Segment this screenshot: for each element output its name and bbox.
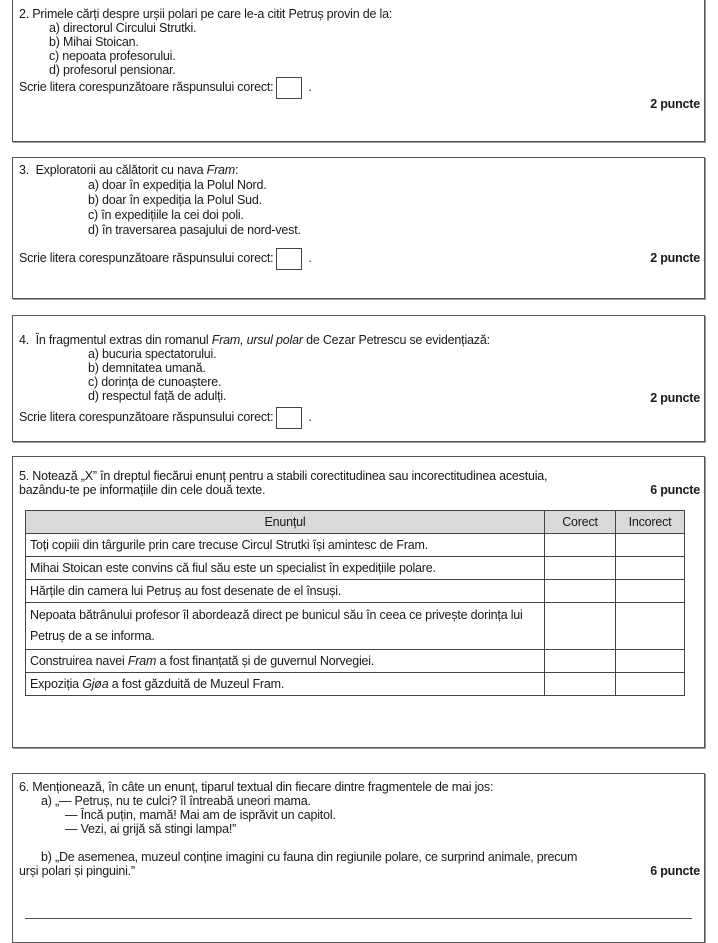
table-row — [26, 557, 685, 580]
statement-text-tail: a fost găzduită de Muzeul Fram. — [108, 677, 285, 691]
header-statement: Enunțul — [26, 511, 545, 534]
table-row — [26, 673, 685, 696]
table-row — [26, 534, 685, 557]
q5-points: 6 puncte — [650, 483, 700, 497]
answer-line[interactable] — [25, 918, 692, 919]
statement-italic: Fram — [127, 654, 157, 668]
q6-fragment-a-line-3: — Vezi, ai grijă să stingi lampa!” — [65, 822, 237, 836]
q4-novel-title: Fram, ursul polar — [211, 333, 303, 347]
correct-cell[interactable] — [545, 650, 616, 673]
correct-cell[interactable] — [545, 534, 616, 557]
q6-fragment-a-line-1: a) „— Petruș, nu te culci? îl întreabă uneori mama. — [41, 794, 311, 808]
statement-cell — [26, 603, 545, 650]
q6-fragment-b-line-1: b) „De asemenea, muzeul conține imagini cu fauna din regiunile polare, ce surprind animale, precum — [41, 850, 578, 864]
incorrect-cell[interactable] — [616, 673, 685, 696]
statement-text: Construirea navei — [30, 654, 128, 668]
correct-cell[interactable] — [545, 603, 616, 650]
q4-answer-box[interactable] — [276, 407, 302, 429]
q4-option-a: a) bucuria spectatorului. — [88, 347, 217, 361]
q2-option-d: d) profesorul pensionar. — [49, 63, 176, 77]
q6-fragment-a-line-2: — Încă puțin, mamă! Mai am de isprăvit un capitol. — [65, 808, 336, 822]
incorrect-cell[interactable] — [616, 650, 685, 673]
question-4-stem — [19, 333, 490, 347]
q3-number: 3. — [19, 163, 30, 177]
incorrect-cell[interactable] — [616, 557, 685, 580]
q4-option-b: b) demnitatea umană. — [88, 361, 206, 375]
statements-table — [25, 510, 685, 696]
question-3-stem — [19, 163, 238, 177]
q3-points: 2 puncte — [650, 251, 700, 265]
table-row — [26, 603, 685, 650]
q5-stem-line-2: bazându-te pe informațiile din cele două texte. — [19, 483, 266, 497]
q4-instruction: Scrie litera corespunzătoare răspunsului corect: — [19, 410, 274, 424]
q2-instruction-row — [19, 77, 312, 99]
correct-cell[interactable] — [545, 673, 616, 696]
q3-option-d: d) în traversarea pasajului de nord-vest. — [88, 223, 301, 237]
statement-cell — [26, 650, 545, 673]
table-header-row — [26, 511, 685, 534]
q5-stem-line-1: 5. Notează „X” în dreptul fiecărui enunț pentru a stabili corectitudinea sau incorectitudinea acestuia, — [19, 469, 548, 483]
q2-option-a: a) directorul Circului Strutki. — [49, 21, 197, 35]
q4-dot: . — [308, 410, 312, 424]
header-correct: Corect — [545, 511, 616, 534]
incorrect-cell[interactable] — [616, 580, 685, 603]
statement-text: Mihai Stoican este convins că fiul său este un specialist în expedițiile polare. — [30, 561, 436, 575]
q4-option-c: c) dorința de cunoaștere. — [88, 375, 222, 389]
statement-text: Toți copiii din târgurile prin care trecuse Circul Strutki își amintesc de Fram. — [30, 538, 429, 552]
statement-cell — [26, 534, 545, 557]
statement-italic: Gjøa — [82, 677, 109, 691]
statement-cell — [26, 580, 545, 603]
question-5-box — [12, 456, 705, 748]
q6-fragment-b-line-2: urși polari și pinguini.” — [19, 864, 135, 878]
q3-stem-text: Exploratorii au călătorit cu nava — [35, 163, 207, 177]
q3-option-c: c) în expedițiile la cei doi poli. — [88, 208, 244, 222]
q3-ship-name: Fram — [206, 163, 236, 177]
correct-cell[interactable] — [545, 557, 616, 580]
q4-points: 2 puncte — [650, 391, 700, 405]
question-2-stem: 2. Primele cărți despre urșii polari pe care le-a citit Petruș provin de la: — [19, 7, 393, 21]
q4-number: 4. — [19, 333, 30, 347]
statement-cell — [26, 557, 545, 580]
statement-cell — [26, 673, 545, 696]
q4-option-d: d) respectul față de adulți. — [88, 389, 227, 403]
table-row — [26, 580, 685, 603]
statement-text: Hărțile din camera lui Petruș au fost desenate de el însuși. — [30, 584, 342, 598]
q4-stem-text: În fragmentul extras din romanul — [35, 333, 212, 347]
q3-answer-box[interactable] — [276, 248, 302, 270]
q6-points: 6 puncte — [650, 864, 700, 878]
q3-instruction-row — [19, 248, 312, 270]
q3-dot: . — [308, 251, 312, 265]
q4-stem-tail: de Cezar Petrescu se evidențiază: — [302, 333, 490, 347]
q2-points: 2 puncte — [650, 97, 700, 111]
question-4-box — [12, 315, 705, 442]
incorrect-cell[interactable] — [616, 603, 685, 650]
q3-stem-colon: : — [235, 163, 239, 177]
statement-text: Nepoata bătrânului profesor îl abordează direct pe bunicul său în ceea ce privește dorința lui Petruș de a se informa. — [30, 608, 523, 643]
q3-option-a: a) doar în expediția la Polul Nord. — [88, 178, 267, 192]
q2-option-c: c) nepoata profesorului. — [49, 49, 176, 63]
q3-instruction: Scrie litera corespunzătoare răspunsului corect: — [19, 251, 274, 265]
q3-option-b: b) doar în expediția la Polul Sud. — [88, 193, 262, 207]
correct-cell[interactable] — [545, 580, 616, 603]
q2-dot: . — [308, 80, 312, 94]
q6-stem: 6. Menționează, în câte un enunț, tiparul textual din fiecare dintre fragmentele de mai jos: — [19, 780, 494, 794]
q4-instruction-row — [19, 407, 312, 429]
question-3-box — [12, 157, 705, 299]
incorrect-cell[interactable] — [616, 534, 685, 557]
statement-text: Expoziția — [30, 677, 83, 691]
table-row — [26, 650, 685, 673]
q2-instruction: Scrie litera corespunzătoare răspunsului corect: — [19, 80, 274, 94]
q2-option-b: b) Mihai Stoican. — [49, 35, 139, 49]
question-6-box — [12, 773, 705, 943]
question-2-box — [12, 0, 705, 142]
statement-text-tail: a fost finanțată și de guvernul Norvegiei. — [156, 654, 375, 668]
q2-answer-box[interactable] — [276, 77, 302, 99]
header-incorrect: Incorect — [616, 511, 685, 534]
